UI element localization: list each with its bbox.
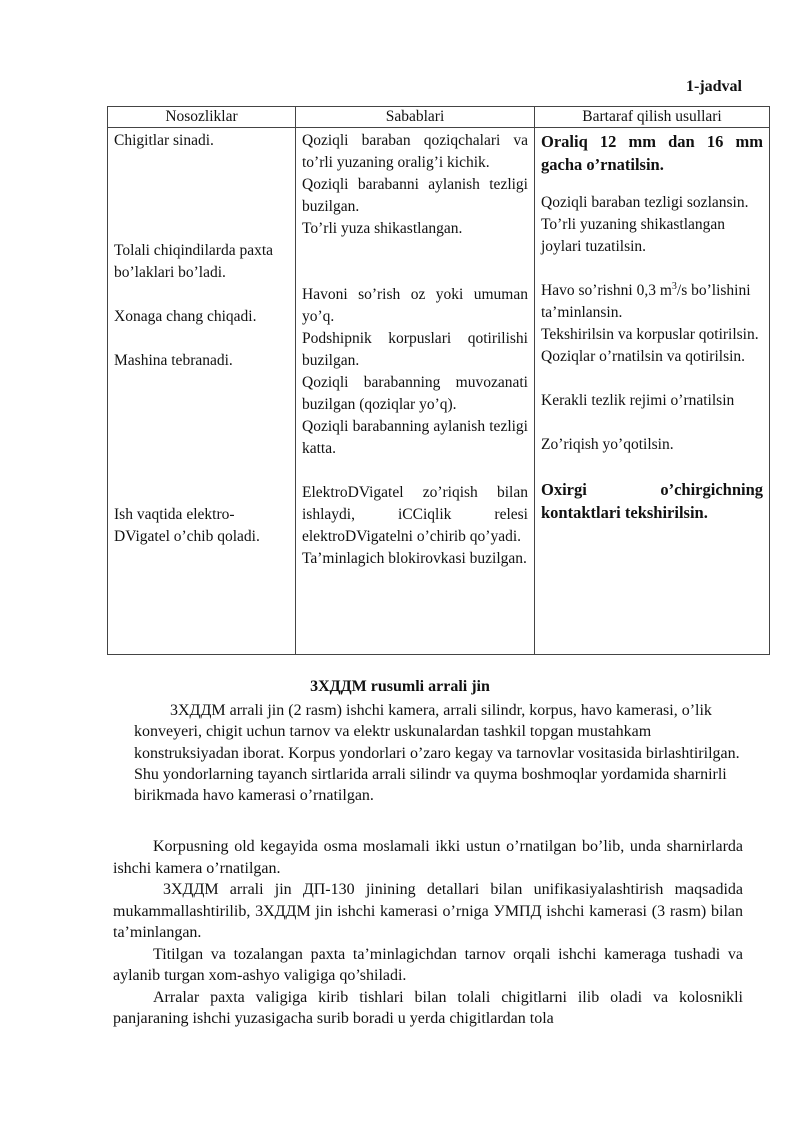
header-faults: Nosozliklar bbox=[108, 107, 296, 128]
remedy-4-sup: 3 bbox=[671, 280, 677, 292]
remedy-4 bbox=[541, 280, 763, 324]
remedy-8: Zo’riqish yo’qotilsin. bbox=[541, 436, 674, 453]
cause-9: Ta’minlagich blokirovkasi buzilgan. bbox=[302, 550, 527, 567]
remedy-4-text: Havo so’rishni 0,3 m bbox=[541, 282, 672, 299]
paragraph-intro bbox=[134, 700, 744, 806]
causes-column bbox=[296, 128, 535, 655]
cause-8: ElektroDVigatel zo’riqish bilan ishlaydi, iCCiqlik relesi elektroDVigatelni o’chirib qo’yadi. bbox=[302, 484, 528, 545]
fault-5: Ish vaqtida elektro-DVigatel o’chib qoladi. bbox=[114, 506, 260, 545]
paragraph-5: Arralar paxta valigiga kirib tishlari bilan tolali chigitlarni ilib oladi va kolosnikli panjaraning ishchi yuzasigacha surib boradi u yerda chigitlardan tola bbox=[113, 988, 743, 1027]
remedy-9: Oxirgi o’chirgichning kontaktlari tekshirilsin. bbox=[541, 480, 763, 522]
remedy-6: Qoziqlar o’rnatilsin va qotirilsin. bbox=[541, 348, 746, 365]
fault-2: Tolali chiqindilarda paxta bo’laklari bo’ladi. bbox=[114, 242, 274, 281]
fault-3: Xonaga chang chiqadi. bbox=[114, 308, 257, 325]
paragraph-4: Titilgan va tozalangan paxta ta’minlagichdan tarnov orqali ishchi kameraga tushadi va aylanib turgan xom-ashyo valigiga qo’shiladi. bbox=[113, 945, 743, 984]
remedy-4-text-end: /s bo’lishini ta’minlansin. bbox=[541, 282, 751, 321]
cause-5: Podshipnik korpuslari qotirilishi buzilgan. bbox=[302, 330, 528, 369]
body-text bbox=[113, 836, 743, 1030]
cause-6: Qoziqli barabanning muvozanati buzilgan (qoziqlar yo’q). bbox=[302, 374, 528, 413]
remedies-column bbox=[535, 128, 770, 655]
cause-7: Qoziqli barabanning aylanish tezligi katta. bbox=[302, 418, 528, 457]
header-remedies: Bartaraf qilish usullari bbox=[535, 107, 770, 128]
paragraph-intro-text: 3ХДДМ arrali jin (2 rasm) ishchi kamera, arrali silindr, korpus, havo kamerasi, o’lik konveyeri, chigit uchun tarnov va elektr uskunalardan tashkil topgan mustahkam konstruksiyadan iborat. Korpus yondorlari o’zaro kegay va tarnovlar vositasida birlashtirilgan. Shu yondorlarning tayanch sirtlarida arrali silindr va quyma boshmoqlar yordamida sharnirli birikmada havo kamerasi o’rnatilgan. bbox=[134, 702, 740, 805]
remedy-1: Oraliq 12 mm dan 16 mm gacha o’rnatilsin. bbox=[541, 132, 763, 174]
cause-1: Qoziqli baraban qoziqchalari va to’rli yuzaning oralig’i kichik. bbox=[302, 132, 528, 171]
table-caption: 1-jadval bbox=[686, 78, 742, 95]
remedy-7: Kerakli tezlik rejimi o’rnatilsin bbox=[541, 392, 735, 409]
section-title: 3ХДДМ rusumli arrali jin bbox=[310, 678, 490, 695]
remedy-3: To’rli yuzaning shikastlangan joylari tuzatilsin. bbox=[541, 216, 726, 255]
table-header-row bbox=[108, 107, 770, 128]
cause-2: Qoziqli barabanni aylanish tezligi buzilgan. bbox=[302, 176, 528, 215]
faults-column bbox=[108, 128, 296, 655]
remedy-2: Qoziqli baraban tezligi sozlansin. bbox=[541, 194, 749, 211]
fault-4: Mashina tebranadi. bbox=[114, 352, 233, 369]
fault-1: Chigitlar sinadi. bbox=[114, 132, 214, 149]
header-causes: Sabablari bbox=[296, 107, 535, 128]
cause-4: Havoni so’rish oz yoki umuman yo’q. bbox=[302, 286, 528, 325]
paragraph-2: Korpusning old kegayida osma moslamali ikki ustun o’rnatilgan bo’lib, unda sharnirlarda ishchi kamera o’rnatilgan. bbox=[113, 838, 743, 877]
cause-3: To’rli yuza shikastlangan. bbox=[302, 220, 463, 237]
paragraph-3: 3ХДДМ arrali jin ДП-130 jinining detallari bilan unifikasiyalashtirish maqsadida mukammallashtirilib, 3ХДДМ jin ishchi kamerasi o’rniga УМПД ishchi kamerasi (3 rasm) bilan ta’minlangan. bbox=[113, 881, 743, 941]
remedy-5: Tekshirilsin va korpuslar qotirilsin. bbox=[541, 326, 759, 343]
table-row bbox=[108, 128, 770, 655]
faults-table bbox=[107, 106, 770, 655]
